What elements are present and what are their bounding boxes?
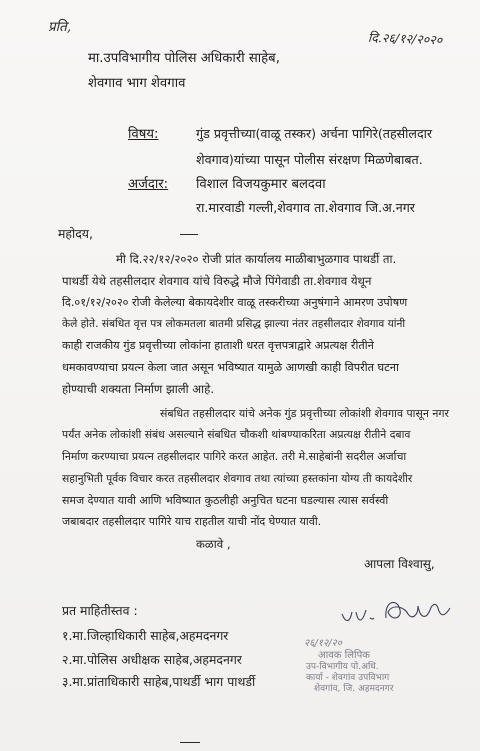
para2-line-5: समज देण्यात यावी आणि भविष्यात कुठलीही अनुचित घटना घडल्यास त्यास सर्वस्वी — [62, 494, 389, 507]
footer-rule — [180, 742, 200, 743]
para1-line-2: पाथर्डी येथे तहसीलदार शेवगाव यांचे विरुद्धे मौजे पिंगेवाडी ता.शेवगाव येथून — [62, 274, 372, 288]
stamp-date: २६/१२/२० — [304, 638, 342, 649]
applicant-address: रा.मारवाडी गल्ली,शेवगाव ता.शेवगाव जि.अ.नगर — [196, 200, 415, 215]
stamp-line-4: शेवगांव, जि. अहमदनगर — [314, 684, 394, 695]
para2-line-2: पर्यंत अनेक लोकांशी संबंध असल्याने संबधित चौकशी थांबण्याकरिता अप्रत्यक्ष रीतीने दबाव — [62, 428, 411, 441]
subject-label: विषय: — [128, 127, 159, 142]
stamp-line-3: कार्या - शेवगांव उपविभाग — [306, 673, 390, 684]
copy-to-item-2: २.मा.पोलिस अधीक्षक साहेब,अहमदनगर — [62, 652, 242, 667]
subject-line-2: शेवगाव)यांच्या पासून पोलीस संरक्षण मिळणेबाबत. — [196, 152, 423, 167]
closing-text: आपला विश्वासु, — [364, 557, 435, 571]
stamp-line-2: उप-विभागीय पो.अधि. — [306, 662, 379, 673]
addressee-line-2: शेवगाव भाग शेवगाव — [88, 76, 186, 91]
para2-line-4: सहानुभिती पूर्वक विचार करत तहसीलदार शेवगाव तथा त्यांच्या हस्तकांना योग्य ती कायदेशीर — [62, 472, 413, 485]
copy-to-item-3: ३.मा.प्रांताधिकारी साहेब,पाथर्डी भाग पाथर्डी — [62, 674, 256, 689]
office-stamp — [304, 638, 394, 695]
para1-line-7: होण्याची शक्यता निर्माण झाली आहे. — [62, 382, 214, 396]
recipient-prefix: प्रति, — [48, 19, 72, 35]
para2-line-6: जबाबदार तहसीलदार पागिरे याच राहतील याची नोंद घेण्यात यावी. — [62, 515, 322, 528]
para1-line-3: दि.०१/१२/२०२० रोजी केलेल्या बेकायदेशीर वाळू तस्करीच्या अनुषंगाने आमरण उपोषण — [62, 296, 408, 309]
applicant-name: विशाल विजयकुमार बलदवा — [196, 177, 326, 192]
letter-date: दि.२६/१२/२०२० — [367, 29, 443, 48]
kalave: कळावे , — [196, 537, 231, 551]
salutation: महोदय, — [58, 226, 93, 241]
applicant-signature — [332, 588, 458, 632]
copy-to-label: प्रत माहितीस्तव : — [62, 603, 138, 618]
para1-line-6: धमकावण्याचा प्रयत्न केला जात असून भविष्यात यामुळे आणखी काही विपरीत घटना — [62, 361, 399, 374]
para1-line-4: केले होते. संबधित वृत्त पत्र लोकमतला बातमी प्रसिद्ध झाल्या नंतर तहसीलदार शेवगाव यांनी — [62, 318, 406, 330]
para2-line-1: संबधित तहसीलदार यांचे अनेक गुंड प्रवृत्तीच्या लोकांशी शेवगाव पासून नगर — [160, 407, 449, 420]
para2-line-3: निर्माण करण्याचा प्रयत्न तहसीलदार पागिरे करत आहेत. तरी मे.साहेबांनी सदरील अर्जाचा — [62, 450, 407, 463]
para1-line-5: काही राजकीय गुंड प्रवृत्तीच्या लोकांना हाताशी धरत वृत्तपत्राद्वारे अप्रत्यक्ष रीतीने — [62, 339, 374, 352]
subject-line-1: गुंड प्रवृत्तीच्या(वाळू तस्कर) अर्चना पागिरे(तहसीलदार — [196, 126, 433, 141]
addressee-line-1: मा.उपविभागीय पोलिस अधिकारी साहेब, — [88, 51, 280, 66]
para1-line-1: मी दि.२२/१२/२०२० रोजी प्रांत कार्यालय माळीबाभुळगाव पाथर्डी ता. — [116, 252, 397, 266]
copy-to-item-1: १.मा.जिल्हाधिकारी साहेब,अहमदनगर — [62, 628, 229, 643]
salutation-rule — [180, 234, 198, 235]
stamp-line-1: आवक लिपिक — [318, 650, 370, 662]
applicant-label: अर्जदार: — [128, 177, 169, 192]
